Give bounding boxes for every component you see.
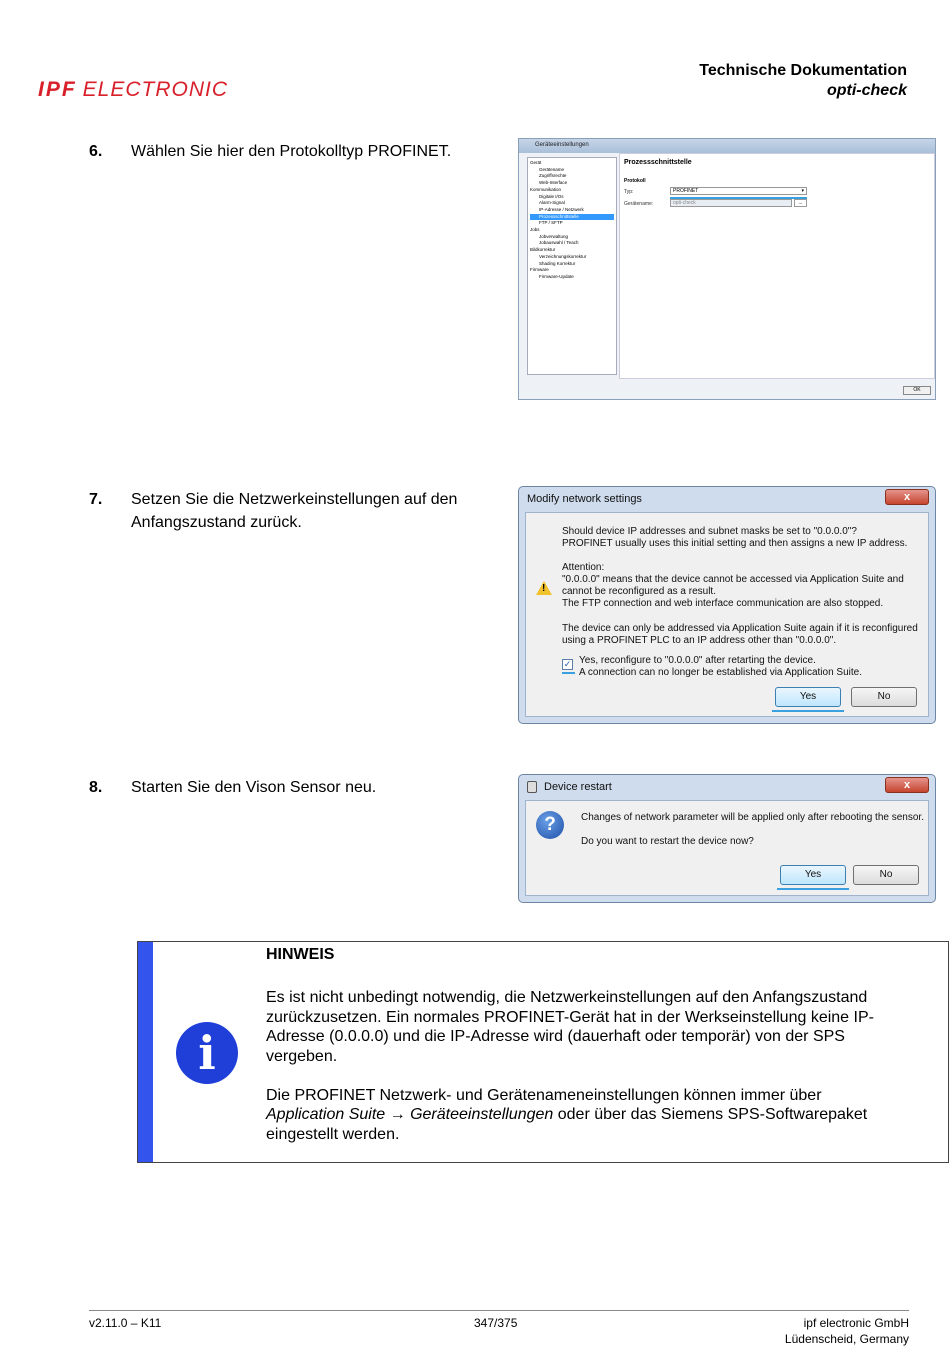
footer-page-number: 347/375: [474, 1316, 518, 1330]
settings-panel: [619, 153, 935, 379]
highlight-underline: [562, 672, 575, 674]
settings-tree: [527, 157, 617, 375]
type-label: Typ:: [624, 189, 634, 195]
dialog-title: Modify network settings: [527, 493, 642, 505]
step-number: 8.: [89, 779, 103, 796]
note-text: vergeben.: [266, 1047, 338, 1065]
tree-item[interactable]: Gerät: [530, 160, 542, 165]
ok-button[interactable]: OK: [903, 386, 931, 395]
tree-item[interactable]: Gerätename: [539, 166, 565, 172]
note-text: Adresse (0.0.0.0) und die IP-Adresse wird (dauerhaft oder temporär) von der SPS: [266, 1028, 845, 1045]
tree-item[interactable]: Bildkorrektur: [530, 247, 556, 253]
settings-window: [518, 138, 936, 400]
step-text: Starten Sie den Vison Sensor neu.: [131, 779, 377, 796]
product-name: opti-check: [826, 82, 907, 99]
tree-item[interactable]: IP-Adresse / Netzwerk: [539, 206, 584, 212]
panel-title: Prozessschnittstelle: [624, 159, 692, 166]
modify-network-dialog: [518, 486, 936, 724]
dialog-text: Should device IP addresses and subnet masks be set to "0.0.0.0"?: [562, 526, 857, 537]
reconfigure-checkbox[interactable]: ✓: [563, 659, 572, 669]
checkbox-label: Yes, reconfigure to "0.0.0.0" after retarting the device.: [579, 655, 816, 666]
yes-button[interactable]: Yes: [775, 687, 841, 707]
company-logo: [38, 78, 228, 102]
note-text: zurückzusetzen. Ein normales PROFINET-Gerät hat in der Werkseinstellung keine IP-: [266, 1008, 874, 1026]
dialog-text: "0.0.0.0" means that the device cannot be accessed via Application Suite and: [562, 574, 904, 585]
tree-item[interactable]: Firmware-Update: [539, 273, 574, 279]
logo-electronic: ELECTRONIC: [82, 78, 229, 101]
footer-divider: [89, 1310, 909, 1311]
checkbox-label: A connection can no longer be established via Application Suite.: [579, 667, 862, 678]
step-7: [89, 488, 509, 538]
chevron-down-icon: ▾: [801, 188, 804, 194]
device-name-field[interactable]: opti-check: [670, 199, 792, 207]
footer-version: v2.11.0 – K11: [89, 1316, 162, 1330]
note-text: oder über das Siemens SPS-Softwarepaket: [553, 1106, 868, 1123]
device-name-label: Gerätename:: [624, 201, 654, 207]
dialog-text: using a PROFINET PLC to an IP address other than "0.0.0.0".: [562, 635, 837, 646]
highlight-underline: [772, 710, 844, 712]
no-button[interactable]: No: [853, 865, 919, 885]
highlight-underline: [777, 888, 849, 890]
dialog-text: Changes of network parameter will be applied only after rebooting the sensor.: [581, 812, 924, 823]
note-text: Es ist nicht unbedingt notwendig, die Netzwerkeinstellungen auf den Anfangszustand: [266, 989, 868, 1006]
browse-button[interactable]: ...: [794, 199, 807, 207]
tree-item[interactable]: Firmware: [530, 267, 549, 273]
step-text: Wählen Sie hier den Protokolltyp PROFINET.: [131, 143, 452, 160]
dialog-title: Device restart: [544, 781, 612, 793]
note-accent-bar: [138, 942, 153, 1162]
step-text-line-1: Setzen Sie die Netzwerkeinstellungen auf den: [131, 491, 458, 508]
question-icon: ?: [536, 811, 564, 839]
protocol-type-select[interactable]: [670, 187, 807, 195]
tree-item[interactable]: Shading Korrektur: [539, 260, 576, 266]
tree-item[interactable]: Jobauswahl / Teach: [539, 240, 579, 246]
tree-item-selected[interactable]: Prozessschnittstelle: [530, 214, 614, 221]
tree-item[interactable]: Jobs: [530, 227, 540, 233]
dialog-text: Do you want to restart the device now?: [581, 836, 754, 847]
dialog-body: [525, 512, 929, 717]
step-text-line-2: Anfangszustand zurück.: [131, 514, 302, 531]
dialog-text: PROFINET usually uses this initial setting and then assigns a new IP address.: [562, 538, 908, 549]
note-text: eingestellt werden.: [266, 1125, 400, 1143]
step-number: 6.: [89, 143, 103, 160]
note-text: Die PROFINET Netzwerk- und Gerätenameneinstellungen können immer über: [266, 1086, 822, 1104]
device-restart-dialog: [518, 774, 936, 903]
step-number: 7.: [89, 491, 103, 508]
dialog-text: The device can only be addressed via Application Suite again if it is reconfigured: [562, 623, 918, 634]
tree-item[interactable]: Zugriffsrechte: [539, 173, 567, 179]
footer-city: Lüdenscheid, Germany: [784, 1332, 909, 1346]
logo-ipf: IPF: [38, 78, 77, 101]
dialog-text: The FTP connection and web interface communication are also stopped.: [562, 598, 884, 609]
header-title-block: [699, 61, 907, 101]
yes-button[interactable]: Yes: [780, 865, 846, 885]
tree-item[interactable]: Jobverwaltung: [539, 233, 569, 239]
note-text-line: [266, 1105, 926, 1125]
tree-item[interactable]: Digitale I/Os: [539, 193, 564, 199]
doc-title: Technische Dokumentation: [699, 62, 907, 79]
note-box: [137, 941, 949, 1163]
note-emphasis: Application Suite → Geräteeinstellungen: [266, 1106, 554, 1123]
info-icon: i: [176, 1022, 238, 1084]
footer-company: ipf electronic GmbH: [803, 1316, 909, 1330]
note-title: HINWEIS: [266, 946, 335, 963]
close-button[interactable]: x: [885, 777, 929, 793]
close-button[interactable]: x: [885, 489, 929, 505]
device-icon: [527, 781, 537, 793]
dialog-text: Attention:: [562, 562, 605, 573]
tree-item[interactable]: Web-Interface: [539, 180, 568, 186]
protocol-type-value: PROFINET: [673, 188, 699, 194]
tree-item[interactable]: Kommunikation: [530, 186, 562, 192]
tree-item[interactable]: FTP / SFTP: [539, 220, 563, 226]
section-label: Protokoll: [624, 178, 646, 184]
tree-item[interactable]: Verzeichnungskorrektur: [539, 253, 587, 259]
warning-mark: !: [542, 583, 546, 594]
footer-company-block: [785, 1315, 909, 1347]
dialog-body: [525, 800, 929, 896]
no-button[interactable]: No: [851, 687, 917, 707]
tree-item[interactable]: Alarm-Signal: [539, 200, 565, 206]
dialog-text: cannot be reconfigured as a result.: [562, 586, 716, 597]
window-title: Geräteeinstellungen: [519, 139, 935, 153]
